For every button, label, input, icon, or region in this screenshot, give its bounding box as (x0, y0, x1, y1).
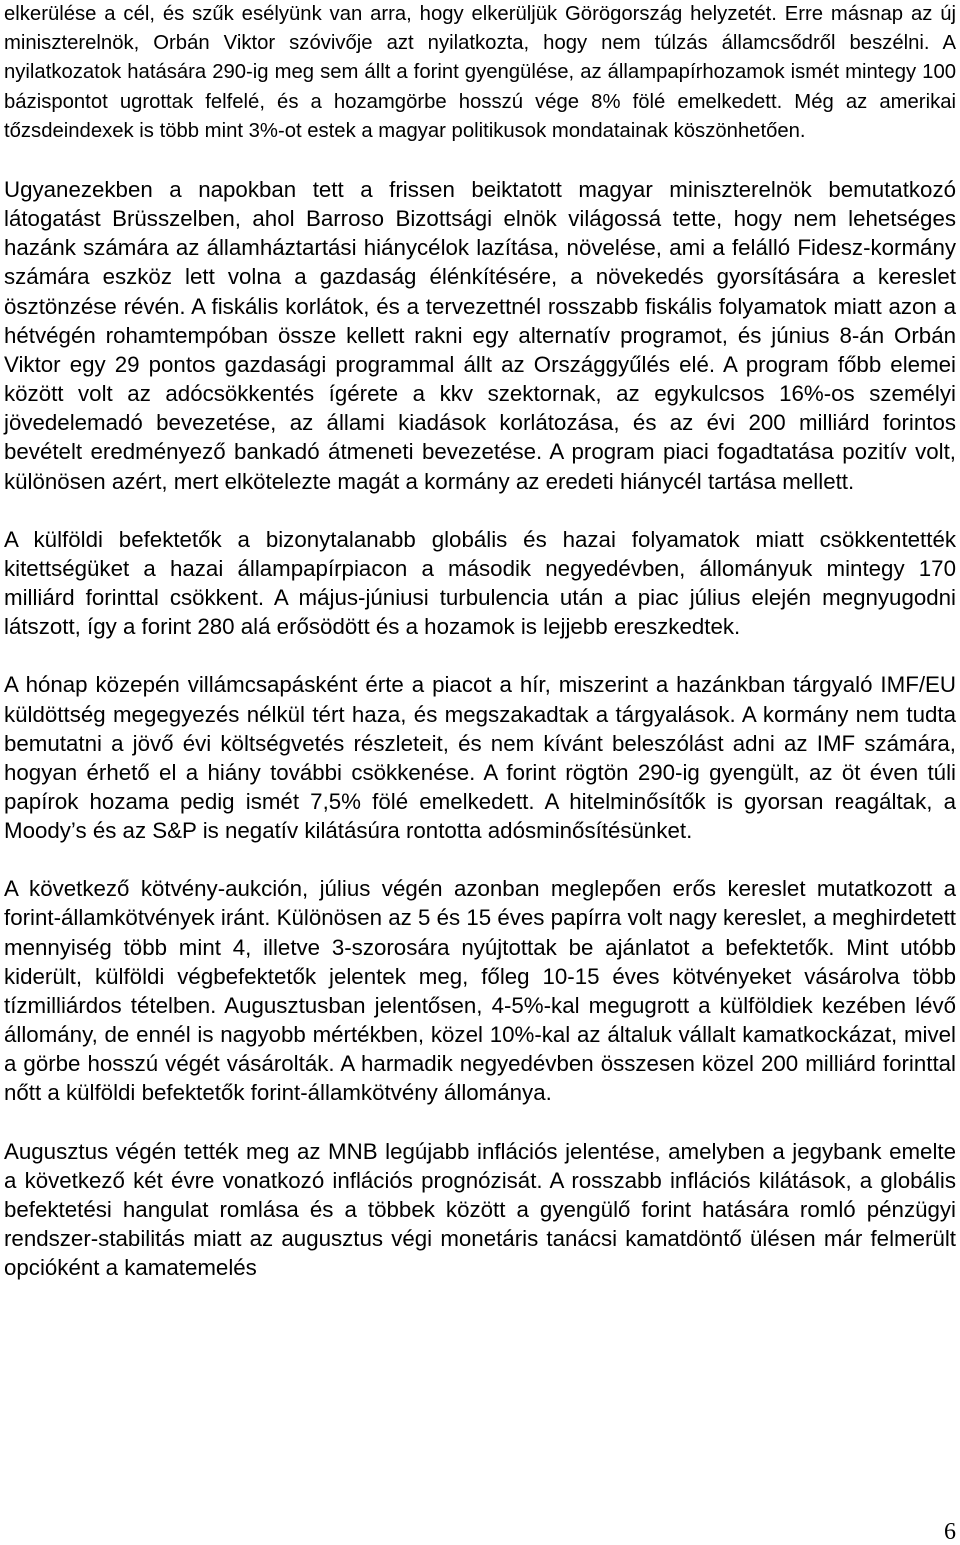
paragraph-3: A külföldi befektetők a bizonytalanabb globális és hazai folyamatok miatt csökkentették kitettségüket a hazai állampapírpiacon a második negyedévben, állományuk mintegy 170 milliárd forinttal csökkent. A május-júniusi turbulencia után a piac július elején megnyugodni látszott, így a forint 280 alá erősödött és a hozamok is lejjebb ereszkedtek. (4, 526, 956, 640)
paragraph-gap (4, 496, 956, 525)
paragraph-2: Ugyanezekben a napokban tett a frissen beiktatott magyar miniszterelnök bemutatkozó látogatást Brüsszelben, ahol Barroso Bizottsági elnök világossá tette, hogy nem lehetséges hazánk számára az államháztartási hiánycélok lazítása, növelése, ami a felálló Fidesz-kormány számára eszköz lett volna a gazdaság élénkítésére, a növekedés gyorsítására a kereslet ösztönzése révén. A fiskális korlátok, és a tervezettnél rosszabb fiskális folyamatok miatt azon a hétvégén rohamtempóban össze kellett rakni egy alternatív programot, és június 8-án Orbán Viktor egy 29 pontos gazdasági programmal állt az Országgyűlés elé. A program főbb elemei között volt az adócsökkentés ígérete a kkv szektornak, az egykulcsos 16%-os személyi jövedelemadó bevezetése, az állami kiadások korlátozása, és az évi 200 milliárd forintos bevételt eredményező bankadó átmeneti bevezetése. A program piaci fogadtatása pozitív volt, különösen azért, mert elkötelezte magát a kormány az eredeti hiánycél tartása mellett. (4, 177, 956, 494)
paragraph-gap (4, 641, 956, 670)
document-body (4, 0, 956, 1282)
paragraph-1: elkerülése a cél, és szűk esélyünk van arra, hogy elkerüljük Görögország helyzetét. Erre másnap az új miniszterelnök, Orbán Viktor szóvivője azt nyilatkozta, hogy nem túlzás államcsődről beszélni. A nyilatkozatok hatására 290-ig meg sem állt a forint gyengülése, az állampapírhozamok ismét mintegy 100 bázispontot ugrottak felfelé, és a hozamgörbe hosszú vége 8% fölé emelkedett. Még az amerikai tőzsdeindexek is több mint 3%-ot estek a magyar politikusok mondatainak köszönhetően. (4, 3, 956, 142)
paragraph-gap (4, 845, 956, 874)
paragraph-gap (4, 146, 956, 175)
page-number: 6 (944, 1519, 956, 1545)
paragraph-5: A következő kötvény-aukción, július végén azonban meglepően erős kereslet mutatkozott a forint-államkötvények iránt. Különösen az 5 és 15 éves papírra volt nagy kereslet, a meghirdetett mennyiség több mint 4, illetve 3-szorosára nyújtottak be ajánlatot a befektetők. Mint utóbb kiderült, külföldi végbefektetők jelentek meg, főleg 10-15 éves kötvényeket vásárolva több tízmilliárdos tételben. Augusztusban jelentősen, 4-5%-kal megugrott a külföldiek kezében lévő állomány, de ennél is nagyobb mértékben, közel 10%-kal az általuk vállalt kamatkockázat, mivel a görbe hosszú végét vásárolták. A harmadik negyedévben összesen közel 200 milliárd forinttal nőtt a külföldi befektetők forint-államkötvény állománya. (4, 876, 956, 1106)
paragraph-gap (4, 1108, 956, 1137)
paragraph-4: A hónap közepén villámcsapásként érte a piacot a hír, miszerint a hazánkban tárgyaló IMF/EU küldöttség megegyezés nélkül tért haza, és megszakadtak a tárgyalások. A kormány nem tudta bemutatni a jövő évi költségvetés részleteit, és nem kívánt beleszólást adni az IMF számára, hogyan érhető el a hiány további csökkenése. A forint rögtön 290-ig gyengült, az öt éven túli papírok hozama pedig ismét 7,5% fölé emelkedett. A hitelminősítők is gyorsan reagáltak, a Moody’s és az S&P is negatív kilátásúra rontotta adósminősítésünket. (4, 672, 956, 844)
paragraph-6: Augusztus végén tették meg az MNB legújabb inflációs jelentése, amelyben a jegybank emelte a következő két évre vonatkozó inflációs prognózisát. A rosszabb inflációs kilátások, a globális befektetési hangulat romlása és a többek között a gyengülő forint hatására romló pénzügyi rendszer-stabilitás miatt az augusztus végi monetáris tanácsi kamatdöntő ülésen már felmerült opcióként a kamatemelés (4, 1138, 956, 1281)
